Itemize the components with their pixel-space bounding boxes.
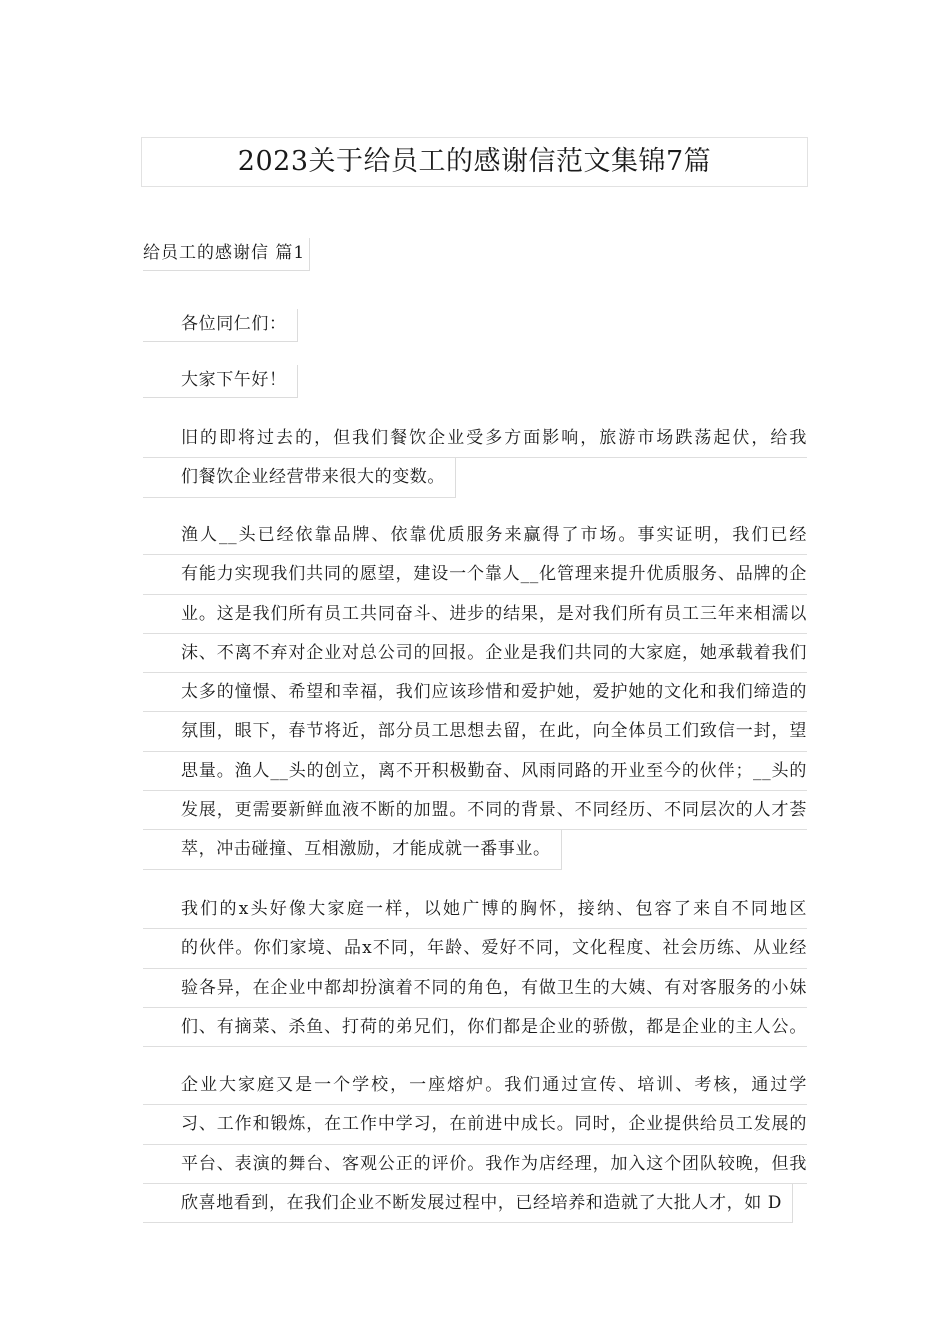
greeting: 大家下午好！ — [143, 365, 298, 398]
paragraph-line: 验各异，在企业中都却扮演着不同的角色，有做卫生的大姨、有对客服务的小妹 — [143, 969, 807, 1008]
paragraph-line: 企业大家庭又是一个学校，一座熔炉。我们通过宣传、培训、考核，通过学 — [143, 1066, 807, 1105]
paragraph-3 — [143, 890, 807, 1047]
paragraph-line: 平台、表演的舞台、客观公正的评价。我作为店经理，加入这个团队较晚，但我 — [143, 1145, 807, 1184]
paragraph-line: 发展，更需要新鲜血液不断的加盟。不同的背景、不同经历、不同层次的人才荟 — [143, 791, 807, 830]
paragraph-line: 的伙伴。你们家境、品x不同，年龄、爱好不同，文化程度、社会历练、从业经 — [143, 929, 807, 968]
paragraph-1 — [143, 419, 807, 498]
paragraph-line: 欣喜地看到，在我们企业不断发展过程中，已经培养和造就了大批人才，如 D — [143, 1184, 793, 1223]
paragraph-line: 氛围，眼下，春节将近，部分员工思想去留，在此，向全体员工们致信一封，望 — [143, 712, 807, 751]
paragraph-line: 沫、不离不弃对企业对总公司的回报。企业是我们共同的大家庭，她承载着我们 — [143, 634, 807, 673]
paragraph-line: 们、有摘菜、杀鱼、打荷的弟兄们，你们都是企业的骄傲，都是企业的主人公。 — [143, 1008, 807, 1047]
paragraph-line: 习、工作和锻炼，在工作中学习，在前进中成长。同时，企业提供给员工发展的 — [143, 1105, 807, 1144]
paragraph-line: 有能力实现我们共同的愿望，建设一个靠人__化管理来提升优质服务、品牌的企 — [143, 555, 807, 594]
section-heading: 给员工的感谢信 篇1 — [143, 238, 310, 271]
paragraph-line: 萃，冲击碰撞、互相激励，才能成就一番事业。 — [143, 830, 562, 869]
paragraph-line: 们餐饮企业经营带来很大的变数。 — [143, 458, 456, 497]
paragraph-4 — [143, 1066, 807, 1223]
paragraph-line: 我们的x头好像大家庭一样，以她广博的胸怀，接纳、包容了来自不同地区 — [143, 890, 807, 929]
paragraph-line: 渔人__头已经依靠品牌、依靠优质服务来赢得了市场。事实证明，我们已经 — [143, 516, 807, 555]
paragraph-line: 旧的即将过去的，但我们餐饮企业受多方面影响，旅游市场跌荡起伏，给我 — [143, 419, 807, 458]
paragraph-line: 业。这是我们所有员工共同奋斗、进步的结果，是对我们所有员工三年来相濡以 — [143, 595, 807, 634]
paragraph-line: 思量。渔人__头的创立，离不开积极勤奋、风雨同路的开业至今的伙伴；__头的 — [143, 752, 807, 791]
document-title: 2023关于给员工的感谢信范文集锦7篇 — [141, 137, 808, 187]
salutation: 各位同仁们： — [143, 309, 298, 342]
paragraph-line: 太多的憧憬、希望和幸福，我们应该珍惜和爱护她，爱护她的文化和我们缔造的 — [143, 673, 807, 712]
paragraph-2 — [143, 516, 807, 870]
